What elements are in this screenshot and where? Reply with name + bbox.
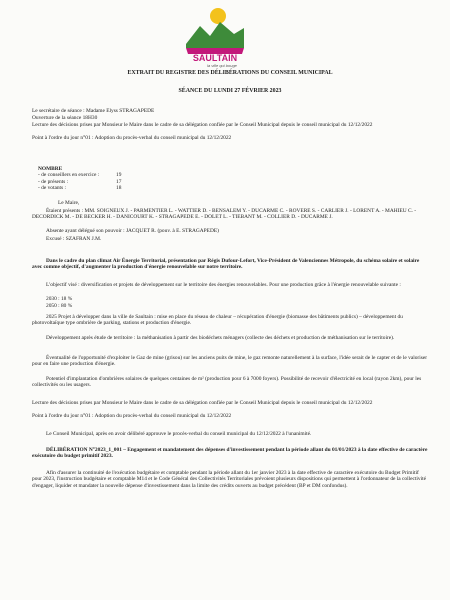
gas-paragraph: Éventualité de l'opportunité d'exploiter le Gaz de mine (grisou) sur les anciens puits de mine, le gaz remonte naturellement à la surface, l'idée serait de le capter et de le valoriser pour en faire une production d'énergie. [32, 355, 428, 368]
opening-line: Ouverture de la séance 18H30 [32, 115, 98, 121]
target-2050: 2050 : 80 % [46, 303, 73, 309]
document-title: EXTRAIT DU REGISTRE DES DÉLIBÉRATIONS DU CONSEIL MUNICIPAL [127, 70, 333, 76]
adoption-paragraph: Le Conseil Municipal, après en avoir délibéré approuve le procès-verbal du conseil municipal du 12/12/2022 à l'unanimité. [46, 431, 312, 437]
mayor-label: Le Maire, [58, 200, 80, 206]
present-members: Étaient présents : MM. SOIGNEUX J. - PARMENTIER L. - WATTIER D. - BENSALEM Y. - DUCARME C. - ROVERE S. - CARLIER J. - LORENT A. - MAHIEU C. - DECORDICK M. - DE BECKER H. - DANICOURT K. - STRAGAPEDE E. - DOLET L. - TIEBANT M. - COLLIER D. - DUCARME J. [32, 208, 417, 221]
deliberation-heading: DÉLIBÉRATION N°2023_1_001 – Engagement et mandatement des dépenses d'investissement pendant la période allant du 01/01/2023 à la date effective de caractère exécutoire du budget primitif 2023. [32, 447, 428, 460]
context-paragraph: Dans le cadre du plan climat Air Énergie Territorial, présentation par Régis Dufour-Lefort, Vice-Président de Valenciennes Métropole, du schéma solaire et solaire avec comme objectif, d'augmenter la production d'énergie renouvelable sur notre territoire. [32, 258, 420, 271]
count-row: - de présents : 17 [38, 178, 122, 185]
svg-text:SAULTAIN: SAULTAIN [192, 53, 238, 63]
decisions-paragraph: Lecture des décisions prises par Monsieur le Maire dans le cadre de sa délégation confiée par le Conseil Municipal depuis le conseil municipal du 12/12/2022 [32, 400, 373, 406]
absent-line: Excusé : SZAFRAN J.M. [46, 236, 102, 242]
attendance-count [38, 166, 130, 192]
secretary-line: Le secrétaire de séance : Madame Elyss STRAGAPEDE [32, 108, 155, 114]
continuity-paragraph: Afin d'assurer la continuité de l'exécution budgétaire et comptable pendant la période allant du 1er janvier 2023 à la date effective de caractère exécutoire du Budget Primitif pour 2023, l'instruction budgétaire et comptable M14 et le Code Général des Collectivités Territoriales prévoient plusieurs dispositions qui permettent à l'ordonnateur de la collectivité d'engager, liquider et mandater la nouvelle dépense d'investissement dans la limite des crédits ouverts au budget précédent (BP et DM confondus). [32, 470, 426, 489]
count-title: NOMBRE [38, 166, 63, 172]
agenda-item-01-repeat: Point à l'ordre du jour n°01 : Adoption du procès-verbal du conseil municipal du 12/12/2022 [32, 413, 232, 419]
svg-text:la ville qui bouge: la ville qui bouge [207, 63, 237, 68]
session-date: SÉANCE DU LUNDI 27 FÉVRIER 2023 [178, 88, 282, 94]
target-2030: 2030 : 18 % [46, 296, 73, 302]
agenda-item-01: Point à l'ordre du jour n°01 : Adoption du procès-verbal du conseil municipal du 12/12/2022 [32, 135, 232, 141]
panels-paragraph: Potentiel d'implantation d'ombrières solaires de quelques centaines de m² (production pour 6 à 7000 foyers). Possibilité de recevoir d'électricité en local (rayon 2km), pour les collectivités ou les usagers. [32, 376, 422, 389]
study-paragraph: Développement après étude de territoire : la méthanisation à partir des biodéchets ménagers (collecte des déchets et production de méthanisation sur le territoire). [46, 335, 395, 341]
project-paragraph: 2025 Projet à développer dans la ville de Saultain : mise en place du réseau de chaleur – récupération d'énergie (biomasse des bâtiments publics) – développement du photovoltaïque type ombrière de parking, stations et production d'énergie. [32, 314, 403, 327]
count-row: - de conseillers en exercice : 19 [38, 172, 122, 179]
count-row: - de votants : 18 [38, 185, 122, 192]
saultain-logo [182, 4, 248, 68]
objective-paragraph: L'objectif visé : diversification et projets de développement sur le territoire des énergies renouvelables. Pour une production grâce à l'énergie renouvelable suivante : [46, 282, 401, 288]
decisions-reading: Lecture des décisions prises par Monsieur le Maire dans le cadre de sa délégation confiée par le Conseil Municipal depuis le conseil municipal du 12/12/2022 [32, 122, 373, 128]
procuration-line: Absente ayant délégué son pouvoir : JACQUET R. (pouv. à E. STRAGAPEDE) [46, 228, 219, 234]
